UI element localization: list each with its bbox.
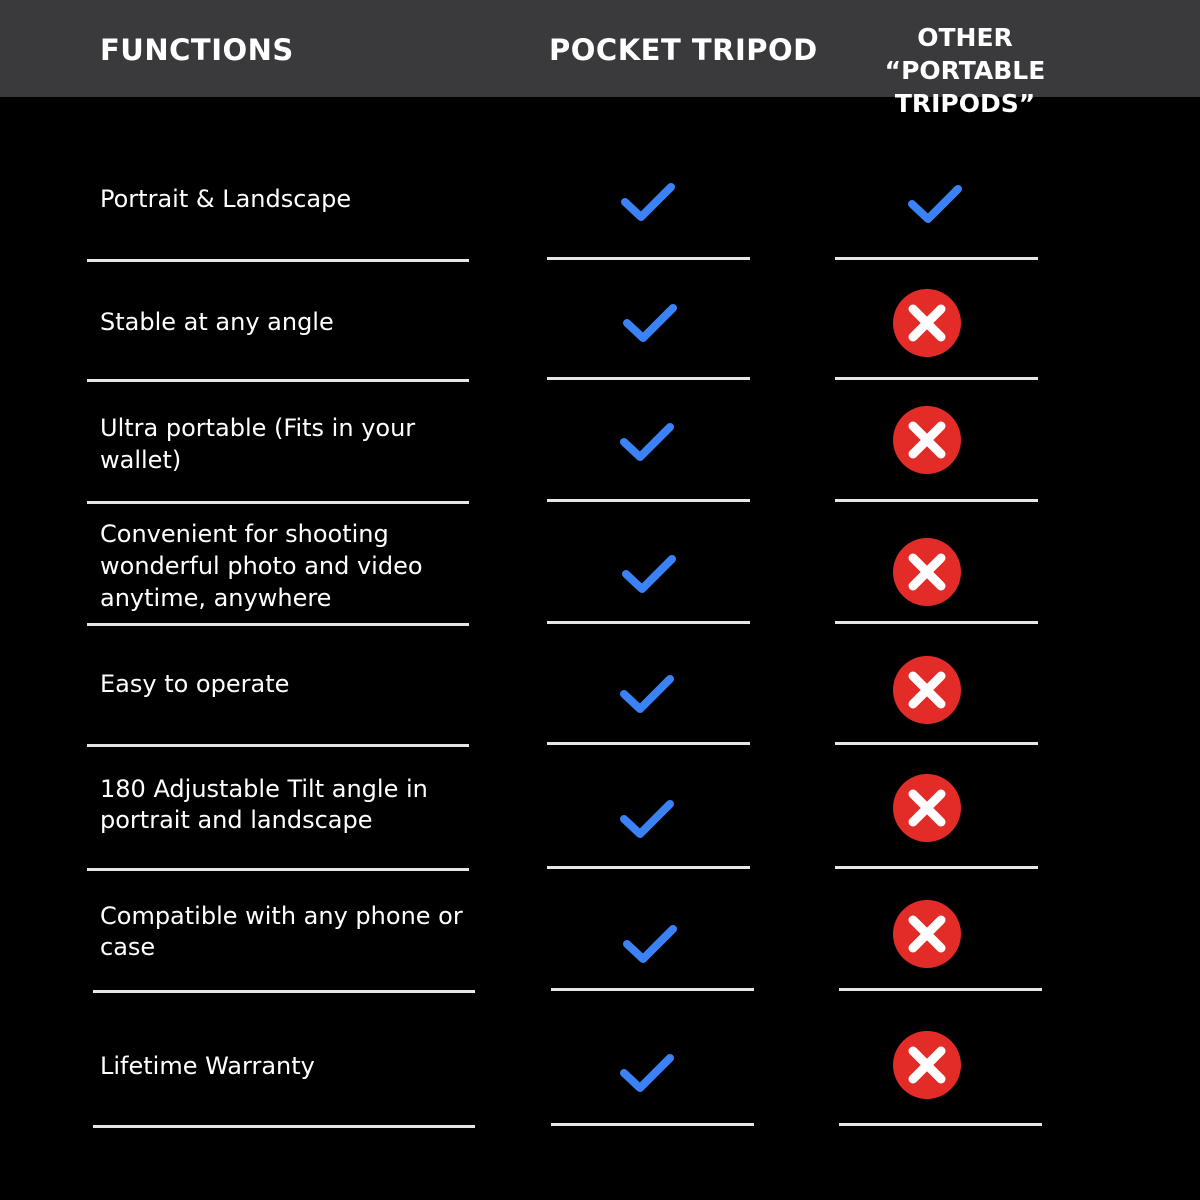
- row-divider: [547, 257, 750, 260]
- row-divider: [87, 744, 469, 747]
- cross-icon: [892, 405, 962, 475]
- row-divider: [87, 623, 469, 626]
- check-icon: [619, 797, 675, 841]
- row-divider: [87, 379, 469, 382]
- column-header-other-tripods: OTHER “PORTABLE TRIPODS”: [884, 23, 1046, 118]
- check-icon: [619, 672, 675, 716]
- row-divider: [551, 1123, 754, 1126]
- column-header-functions: FUNCTIONS: [100, 33, 294, 67]
- row-divider: [835, 257, 1038, 260]
- cross-icon: [892, 288, 962, 358]
- row-divider: [547, 377, 750, 380]
- column-header-pocket-tripod: POCKET TRIPOD: [549, 33, 818, 67]
- row-divider: [87, 259, 469, 262]
- cross-icon: [892, 537, 962, 607]
- check-icon: [907, 182, 963, 226]
- row-divider: [93, 990, 475, 993]
- feature-label: Compatible with any phone or case: [100, 902, 463, 961]
- feature-label: Easy to operate: [100, 670, 290, 698]
- cross-icon: [892, 899, 962, 969]
- feature-label: Convenient for shooting wonderful photo and video anytime, anywhere: [100, 520, 423, 612]
- feature-label: Lifetime Warranty: [100, 1052, 315, 1080]
- row-divider: [547, 621, 750, 624]
- row-divider: [87, 868, 469, 871]
- row-divider: [835, 499, 1038, 502]
- cross-icon: [892, 1030, 962, 1100]
- feature-label: 180 Adjustable Tilt angle in portrait and landscape: [100, 775, 428, 834]
- row-divider: [839, 1123, 1042, 1126]
- check-icon: [620, 180, 676, 224]
- feature-label: Stable at any angle: [100, 308, 334, 336]
- cross-icon: [892, 773, 962, 843]
- row-divider: [93, 1125, 475, 1128]
- row-divider: [551, 988, 754, 991]
- check-icon: [622, 922, 678, 966]
- row-divider: [839, 988, 1042, 991]
- feature-label: Ultra portable (Fits in your wallet): [100, 414, 416, 474]
- row-divider: [547, 499, 750, 502]
- row-divider: [547, 866, 750, 869]
- check-icon: [621, 552, 677, 596]
- row-divider: [835, 377, 1038, 380]
- row-divider: [87, 501, 469, 504]
- check-icon: [622, 301, 678, 345]
- cross-icon: [892, 655, 962, 725]
- feature-label: Portrait & Landscape: [100, 185, 352, 213]
- check-icon: [619, 1051, 675, 1095]
- row-divider: [835, 742, 1038, 745]
- row-divider: [547, 742, 750, 745]
- row-divider: [835, 866, 1038, 869]
- row-divider: [835, 621, 1038, 624]
- check-icon: [619, 420, 675, 464]
